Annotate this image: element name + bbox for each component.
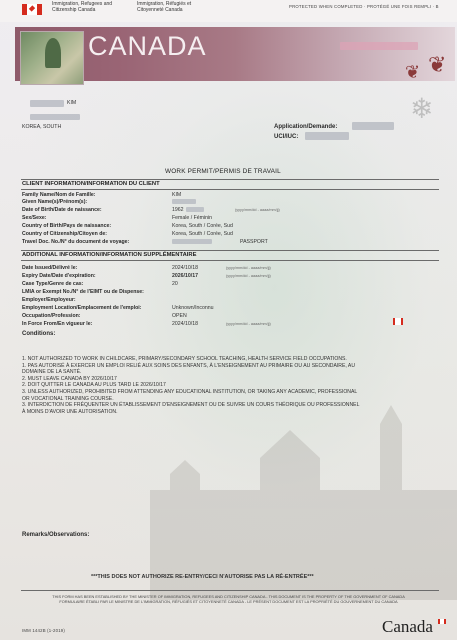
- client-section-heading: CLIENT INFORMATION/INFORMATION DU CLIENT: [22, 181, 160, 187]
- redacted-field: [172, 239, 212, 244]
- condition-line: 2. DOIT QUITTER LE CANADA AU PLUS TARD LE 2026/10/17: [22, 382, 166, 389]
- field-value: 2026/10/17: [172, 273, 198, 279]
- field-label: Occupation/Profession:: [22, 313, 81, 319]
- canada-wordmark: Canada: [382, 617, 433, 636]
- photo-tree-icon: [45, 38, 61, 68]
- remarks-label: Remarks/Observations:: [22, 532, 90, 538]
- protected-notice: PROTECTED WHEN COMPLETED · PROTÉGÉ UNE FOIS REMPLI · B: [289, 4, 439, 9]
- date-format-hint: (yyyy/mm/dd - aaaa/mm/jj): [235, 208, 280, 212]
- field-label: Family Name/Nom de Famille:: [22, 192, 96, 198]
- field-label: Country of Citizenship/Citoyen de:: [22, 231, 108, 237]
- field-label: LMIA or Exempt No./N° de l'EIMT ou de Dispense:: [22, 289, 144, 295]
- field-label: In Force From/En vigueur le:: [22, 321, 93, 327]
- canada-flag-icon: [22, 4, 42, 15]
- condition-line: 3. UNLESS AUTHORIZED, PROHIBITED FROM ATTENDING ANY EDUCATIONAL INSTITUTION, OR TAKING ANY ACADEMIC, PROFESSIONAL: [22, 388, 358, 395]
- redacted-field: [305, 132, 349, 140]
- maple-leaf-icon: ❦: [405, 62, 421, 82]
- field-value: KIM: [172, 192, 182, 198]
- condition-line: 1. NOT AUTHORIZED TO WORK IN CHILDCARE, PRIMARY/SECONDARY SCHOOL TEACHING, HEALTH SERVICE FIELD OCCUPATIONS.: [22, 356, 347, 362]
- field-label: Travel Doc. No./N° du document de voyage:: [22, 239, 130, 245]
- field-value: 2024/10/18: [172, 321, 198, 327]
- divider: [21, 250, 439, 251]
- date-format-hint: (yyyy/mm/dd - aaaa/mm/jj): [226, 266, 271, 270]
- condition-line: DOMAINE DE LA SANTÉ.: [22, 369, 82, 376]
- document-title: WORK PERMIT/PERMIS DE TRAVAIL: [165, 168, 281, 175]
- redacted-field: [172, 199, 196, 204]
- additional-section-heading: ADDITIONAL INFORMATION/INFORMATION SUPPLÉMENTAIRE: [22, 252, 197, 258]
- date-format-hint: (yyyy/mm/dd - aaaa/mm/jj): [226, 322, 271, 326]
- divider: [21, 260, 439, 261]
- field-label: Employer/Employeur:: [22, 297, 76, 303]
- holder-country: KOREA, SOUTH: [22, 124, 62, 130]
- field-value: Korea, South / Corée, Sud: [172, 223, 233, 229]
- field-label: Date Issued/Délivré le:: [22, 265, 78, 271]
- field-value: OPEN: [172, 313, 187, 319]
- field-label: Employment Location/Emplacement de l'emploi:: [22, 305, 142, 311]
- redacted-field: [340, 42, 418, 50]
- redacted-field: [30, 100, 64, 107]
- wordmark-flag-icon: [438, 619, 446, 624]
- maple-leaf-icon: ❦: [428, 52, 447, 77]
- redacted-field: [352, 122, 394, 130]
- department-name-en: Immigration, Refugees and Citizenship Canada: [52, 1, 113, 13]
- redacted-field: [30, 114, 80, 120]
- condition-line: 1. PAS AUTORISÉ À EXERCER UN EMPLOI RELIÉ AUX SOINS DES ENFANTS, À L'ENSEIGNEMENT AU PRIMAIRE OU AU SECONDAIRE, AU: [22, 362, 355, 369]
- field-value: Female / Féminin: [172, 215, 213, 221]
- holder-name: KIM: [67, 100, 77, 106]
- banner-title: CANADA: [88, 31, 207, 61]
- snowflake-icon: ❄: [410, 93, 434, 124]
- field-value: 20: [172, 281, 178, 287]
- field-value: 2024/10/18: [172, 265, 198, 271]
- field-label: Date of Birth/Date de naissance:: [22, 207, 102, 213]
- field-value: Korea, South / Corée, Sud: [172, 231, 233, 237]
- field-value: Unknown/Inconnu: [172, 305, 214, 311]
- footer-text: THIS FORM HAS BEEN ESTABLISHED BY THE MINISTER OF IMMIGRATION, REFUGEES AND CITIZENSHIP CANADA - THIS DOCUMENT IS THE PROPERTY OF THE GOVERNMENT OF CANADA FORMULAIRE ÉTABLI PAR LE MINISTRE DE L'IMMIGRATION, RÉFUGIÉS ET CITOYENNETÉ CANADA - LE PRÉSENT DOCUMENT EST LA PROPRIÉTÉ DU GOUVERNEMENT DU CANADA: [52, 594, 405, 604]
- holder-photo: [20, 31, 84, 85]
- field-label: Expiry Date/Date d'expiration:: [22, 273, 96, 279]
- small-flag-icon: [393, 318, 403, 325]
- redacted-field: [186, 207, 204, 212]
- date-format-hint: (yyyy/mm/dd - aaaa/mm/jj): [226, 274, 271, 278]
- form-code: IMM 1442B (1-2019): [22, 628, 66, 633]
- conditions-heading: Conditions:: [22, 331, 56, 337]
- divider: [21, 189, 439, 190]
- condition-line: À MOINS D'AVOIR UNE AUTORISATION.: [22, 408, 118, 415]
- field-label: Sex/Sexe:: [22, 215, 47, 221]
- condition-line: 3. INTERDICTION DE FRÉQUENTER UN ÉTABLISSEMENT D'ENSEIGNEMENT OU DE SUIVRE UN COURS THÉORIQUE OU PROFESSIONNEL: [22, 402, 360, 409]
- field-label: Country of Birth/Pays de naissance:: [22, 223, 112, 229]
- condition-line: 2. MUST LEAVE CANADA BY 2026/10/17: [22, 375, 117, 382]
- reentry-notice: ***THIS DOES NOT AUTHORIZE RE-ENTRY/CECI N'AUTORISE PAS LA RÉ-ENTRÉE***: [91, 574, 314, 580]
- divider: [21, 179, 439, 180]
- field-label: Given Name(s)/Prénom(s):: [22, 199, 88, 205]
- field-label: Case Type/Genre de cas:: [22, 281, 84, 287]
- field-value: PASSPORT: [240, 239, 268, 245]
- divider: [21, 590, 439, 591]
- department-name-fr: Immigration, Réfugiés et Citoyenneté Canada: [137, 1, 192, 13]
- condition-line: OR VOCATIONAL TRAINING COURSE.: [22, 395, 114, 402]
- field-value: 1962: [172, 207, 184, 213]
- uci-label: UCI/IUC:: [274, 134, 299, 140]
- parliament-watermark: [150, 400, 457, 600]
- application-label: Application/Demande:: [274, 124, 338, 130]
